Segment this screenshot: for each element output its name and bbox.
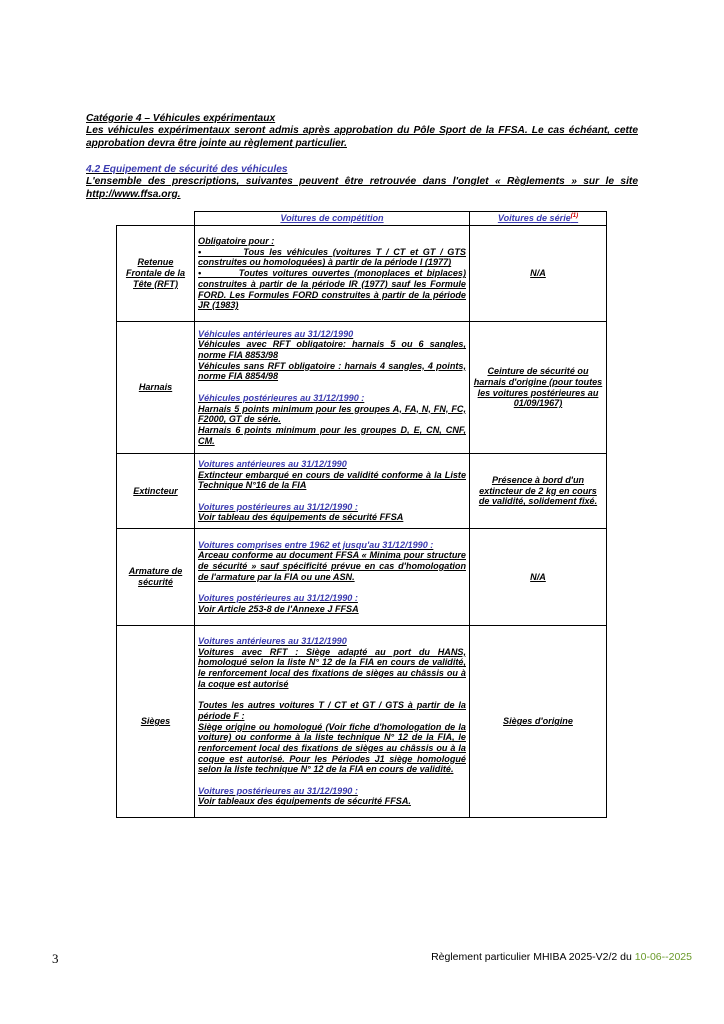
block-text: Voitures avec RFT : Siège adapté au port du HANS, homologué selon la liste N° 12 de la FIA en cours de validité, le renforcement local des fixations de sièges au châssis ou à la coque est autorisé <box>198 646 466 689</box>
header-serie-note: (1) <box>570 213 579 220</box>
block-title: Voitures postérieures au 31/12/1990 : <box>198 785 358 796</box>
header-empty-cell <box>117 212 195 226</box>
table-row <box>117 322 607 454</box>
block-title: Véhicules postérieures au 31/12/1990 : <box>198 392 365 403</box>
row-category: Sièges <box>117 626 195 818</box>
block-text: Véhicules sans RFT obligatoire : harnais 4 sangles, 4 points, norme FIA 8854/98 <box>198 360 466 382</box>
table-row <box>117 529 607 626</box>
table-row <box>117 626 607 818</box>
row-competition <box>195 322 470 454</box>
block-text: Voir tableaux des équipements de sécurité FFSA. <box>198 796 411 807</box>
table-row <box>117 226 607 322</box>
category-4-block <box>86 113 638 150</box>
row-serie: N/A <box>470 226 607 322</box>
block-text: Voir tableau des équipements de sécurité FFSA <box>198 512 404 523</box>
block-text: Voir Article 253-8 de l'Annexe J FFSA <box>198 603 359 614</box>
block-text: Véhicules avec RFT obligatoire: harnais 5 ou 6 sangles, norme FIA 8853/98 <box>198 339 466 361</box>
header-serie <box>470 212 607 226</box>
table-header-row <box>117 212 607 226</box>
block-text: Toutes les autres voitures T / CT et GT / GTS à partir de la période F : <box>198 700 466 721</box>
block-title: Véhicules antérieures au 31/12/1990 <box>198 328 354 339</box>
row-category: Armature de sécurité <box>117 529 195 626</box>
block-title: Voitures postérieures au 31/12/1990 : <box>198 501 358 512</box>
block-text: Arceau conforme au document FFSA « Minima pour structure de sécurité » sauf spécificité prévue en cas d'homologation de l'armature par la FIA ou une ASN. <box>198 550 466 582</box>
block-title: Voitures postérieures au 31/12/1990 : <box>198 593 358 604</box>
row-competition <box>195 226 470 322</box>
row-serie: Sièges d'origine <box>470 626 607 818</box>
row-competition <box>195 454 470 529</box>
footer-doc-title: Règlement particulier MHIBA 2025-V2/2 du <box>431 951 635 963</box>
row-serie: N/A <box>470 529 607 626</box>
block-text: Harnais 5 points minimum pour les groupes A, FA, N, FN, FC, F2000, GT de série. <box>198 403 466 425</box>
row-competition <box>195 529 470 626</box>
block-text: Harnais 6 points minimum pour les groupes D, E, CN, CNF, CM. <box>198 424 466 446</box>
rft-line: • Toutes voitures ouvertes (monoplaces et biplaces) construites à partir de la période IR (1977) sauf les Formule FORD. Les Formules FORD construites à partir de la période JR (1983) <box>198 268 466 311</box>
footer-date: 10-06--2025 <box>634 951 692 963</box>
row-category: Harnais <box>117 322 195 454</box>
section-text: L'ensemble des prescriptions, suivantes peuvent être retrouvée dans l'onglet « Règlements » sur le site http://www.ffsa.org. <box>86 176 638 200</box>
section-4-2-block <box>86 164 638 201</box>
row-serie: Ceinture de sécurité ou harnais d'origine (pour toutes les voitures postérieures au 01/09/1967) <box>470 322 607 454</box>
rft-line: Obligatoire pour : <box>198 236 275 247</box>
rft-line: • Tous les véhicules (voitures T / CT et GT / GTS construites ou homologuées) à partir de la période I (1977) <box>198 246 466 268</box>
row-category: Retenue Frontale de la Tête (RFT) <box>117 226 195 322</box>
row-serie: Présence à bord d'un extincteur de 2 kg en cours de validité, solidement fixé. <box>470 454 607 529</box>
page-number: 3 <box>52 951 59 966</box>
block-text: Extincteur embarqué en cours de validité conforme à la Liste Technique N°16 de la FIA <box>198 469 466 491</box>
footer-title <box>431 951 692 963</box>
header-competition: Voitures de compétition <box>195 212 470 226</box>
section-title: 4.2 Equipement de sécurité des véhicules <box>86 164 288 175</box>
block-title: Voitures comprises entre 1962 et jusqu'au 31/12/1990 : <box>198 539 434 550</box>
row-category: Extincteur <box>117 454 195 529</box>
table-row <box>117 454 607 529</box>
block-title: Voitures antérieures au 31/12/1990 <box>198 635 347 646</box>
block-text: Siège origine ou homologué (Voir fiche d'homologation de la voiture) ou conforme à la liste technique N° 12 de la FIA, le renforcement local des fixations de sièges au châssis ou à la coque est autorisé. Pour les Périodes J1 siège homologué selon la liste technique N° 12 de la FIA en cours de validité. <box>198 721 466 775</box>
category-title: Catégorie 4 – Véhicules expérimentaux <box>86 113 276 124</box>
block-title: Voitures antérieures au 31/12/1990 <box>198 458 347 469</box>
row-competition <box>195 626 470 818</box>
header-serie-label: Voitures de série <box>497 213 571 224</box>
category-text: Les véhicules expérimentaux seront admis après approbation du Pôle Sport de la FFSA. Le cas échéant, cette approbation devra être jointe au règlement particulier. <box>86 125 638 149</box>
safety-equipment-table <box>116 211 607 818</box>
